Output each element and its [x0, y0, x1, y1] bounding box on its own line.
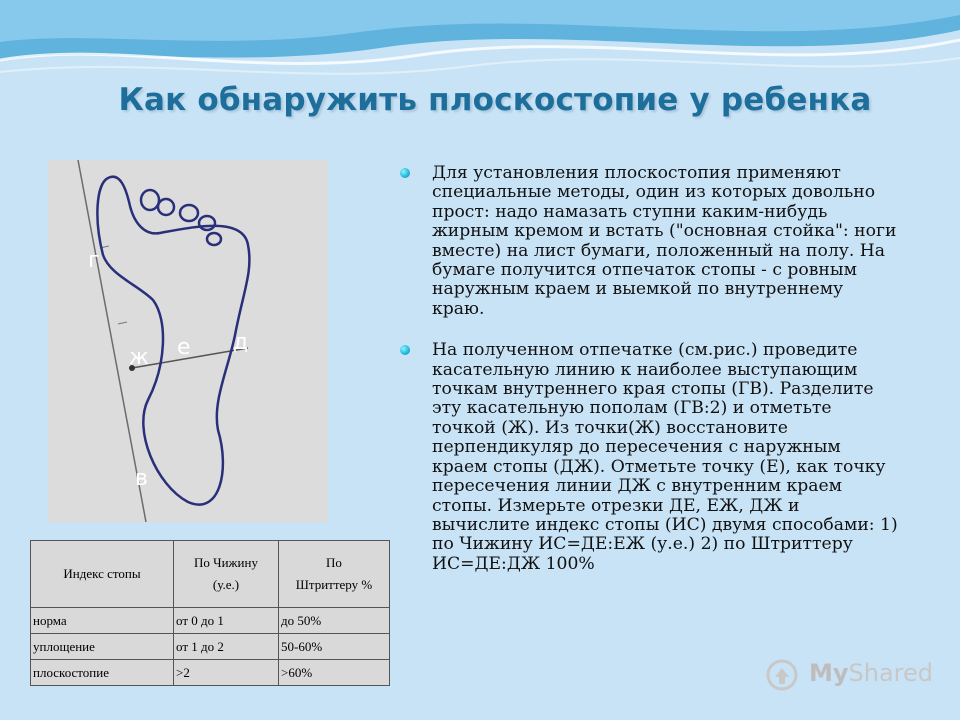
- table-cell: >60%: [279, 660, 390, 686]
- table-cell: до 50%: [279, 608, 390, 634]
- header-index: Индекс стопы: [31, 541, 174, 608]
- bullet-dot-icon: [400, 168, 410, 178]
- bullet-dot-icon: [400, 345, 410, 355]
- header-chizhin-line1: По Чижину: [194, 555, 258, 570]
- table-row: [31, 608, 390, 634]
- logo-text-my: My: [809, 659, 849, 687]
- table-row: [31, 660, 390, 686]
- header-chizhin: [174, 541, 279, 608]
- table-cell: плоскостопие: [31, 660, 174, 686]
- label-d: д: [233, 330, 249, 355]
- header-chizhin-line2: (у.е.): [212, 577, 240, 592]
- header-shtritter-line1: По: [326, 555, 342, 570]
- label-zh: ж: [129, 345, 149, 370]
- myshared-logo: [765, 658, 935, 692]
- footprint-figure: [48, 160, 328, 522]
- header-shtritter: [279, 541, 390, 608]
- bullet-list: [400, 164, 900, 574]
- table-cell: норма: [31, 608, 174, 634]
- table-cell: уплощение: [31, 634, 174, 660]
- page-title: Как обнаружить плоскостопие у ребенка: [118, 82, 872, 118]
- bullet-text: Для установления плоскостопия применяют специальные методы, один из которых довольно прост: надо намазать ступни каким-нибудь жирным кремом и встать ("основная стойка": ноги вместе) на лист бумаги, положенный на полу. На бумаге получится отпечаток стопы - с ровным наружным краем и выемкой по внутреннему краю.: [432, 163, 897, 319]
- table-cell: >2: [174, 660, 279, 686]
- header-waves: [0, 0, 960, 90]
- table-cell: 50-60%: [279, 634, 390, 660]
- header-shtritter-line2: Штриттеру %: [295, 577, 373, 592]
- table-header-row: [31, 541, 390, 608]
- logo-text-shared: Shared: [848, 659, 934, 687]
- label-e: е: [177, 335, 191, 360]
- logo-icon: [765, 658, 801, 692]
- table-row: [31, 634, 390, 660]
- label-v: в: [135, 466, 148, 491]
- bullet-text: На полученном отпечатке (см.рис.) проведите касательную линию к наиболее выступающим точкам внутреннего края стопы (ГВ). Разделите эту касательную пополам (ГВ:2) и отметьте точкой (Ж). Из точки(Ж) восстановите перпендикуляр до пересечения с наружным краем стопы (ДЖ). Отметьте точку (Е), как точку пересечения линии ДЖ с внутренним краем стопы. Измерьте отрезки ДЕ, ЕЖ, ДЖ и вычислите индекс стопы (ИС) двумя способами: 1) по Чижину ИС=ДЕ:ЕЖ (у.е.) 2) по Штриттеру ИС=ДЕ:ДЖ 100%: [432, 340, 898, 574]
- bullet-item: [400, 164, 900, 319]
- foot-index-table: [30, 540, 390, 686]
- logo-text: [809, 659, 933, 687]
- table-cell: от 0 до 1: [174, 608, 279, 634]
- table-cell: от 1 до 2: [174, 634, 279, 660]
- label-g: г: [88, 248, 100, 273]
- bullet-item: [400, 341, 900, 574]
